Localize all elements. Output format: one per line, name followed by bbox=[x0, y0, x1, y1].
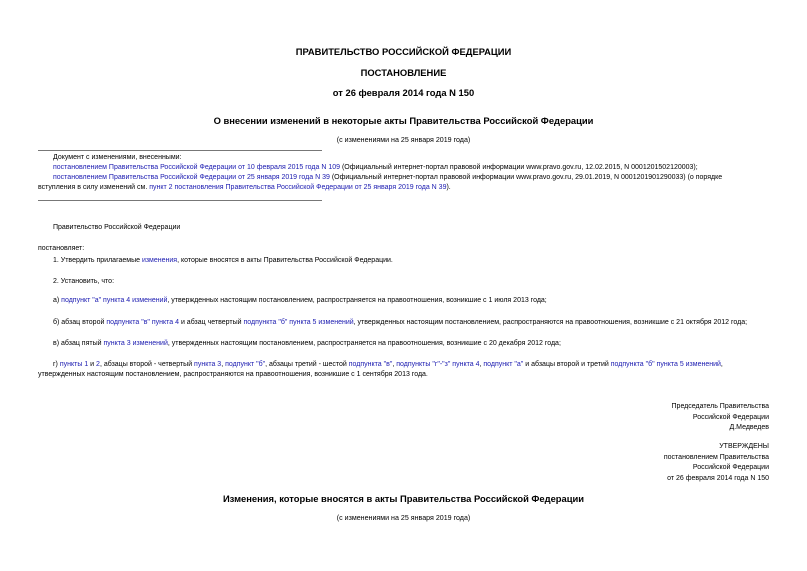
pg-text-b: и bbox=[88, 361, 97, 368]
resolves-line: постановляет: bbox=[38, 245, 85, 252]
pg-link-1[interactable]: пункты 1 bbox=[59, 361, 89, 368]
changes-ref-2-cont bbox=[38, 183, 451, 193]
pg-text-f: , bbox=[392, 361, 397, 368]
ref-1-link[interactable]: постановлением Правительства Российской Федерации от 10 февраля 2015 года N 109 bbox=[53, 164, 340, 171]
signature-country: Российской Федерации bbox=[692, 413, 769, 421]
approval-block bbox=[664, 442, 769, 484]
pa-link[interactable]: подпункт "а" пункта 4 изменений bbox=[61, 297, 168, 304]
changes-intro: Документ с изменениями, внесенными: bbox=[53, 154, 182, 161]
ref-2-end: ). bbox=[446, 184, 451, 191]
pg-text-i: , bbox=[720, 361, 723, 368]
paragraph-a bbox=[53, 296, 547, 306]
ref-1-text: (Официальный интернет-портал правовой информации www.pravo.gov.ru, 12.02.2015, N 0001201502120003); bbox=[340, 164, 698, 171]
signature-name: Д.Медведев bbox=[729, 424, 769, 431]
pv-text-a: в) абзац пятый bbox=[53, 340, 104, 347]
signature-position: Председатель Правительства bbox=[671, 403, 769, 410]
pa-text-a: а) bbox=[53, 297, 62, 304]
government-line: Правительство Российской Федерации bbox=[53, 224, 181, 231]
pv-link[interactable]: пункта 3 изменений bbox=[103, 340, 168, 347]
p1-text-b: , которые вносятся в акты Правительства Российской Федерации. bbox=[177, 257, 393, 264]
ref-2-text: (Официальный интернет-портал правовой информации www.pravo.gov.ru, 29.01.2019, N 0001201901290033) (о порядке bbox=[329, 174, 723, 181]
pb-link-1[interactable]: подпункта "в" пункта 4 bbox=[106, 319, 179, 326]
ref-2-link[interactable]: постановлением Правительства Российской Федерации от 25 января 2019 года N 39 bbox=[53, 174, 330, 181]
pg-link-7[interactable]: подпункт "а" bbox=[483, 361, 524, 368]
paragraph-g bbox=[53, 360, 769, 370]
pg-link-4[interactable]: подпункт "б" bbox=[225, 361, 266, 368]
changes-ref-1 bbox=[53, 163, 698, 173]
pg-text-d: , bbox=[221, 361, 226, 368]
pg-link-5[interactable]: подпункта "в" bbox=[348, 361, 393, 368]
annex-amended-note: (с изменениями на 25 января 2019 года) bbox=[336, 514, 471, 522]
amended-note: (с изменениями на 25 января 2019 года) bbox=[336, 136, 471, 144]
pb-text-b: и абзац четвертый bbox=[179, 319, 244, 326]
p1-text-a: 1. Утвердить прилагаемые bbox=[53, 257, 142, 264]
paragraph-2: 2. Установить, что: bbox=[53, 278, 115, 285]
pa-text-b: , утвержденных настоящим постановлением, распространяется на правоотношения, возникшие с 1 июля 2013 года; bbox=[167, 297, 547, 304]
pv-text-b: , утвержденных настоящим постановлением, распространяется на правоотношения, возникшие с 20 декабря 2012 года; bbox=[167, 340, 561, 347]
date-number-heading: от 26 февраля 2014 года N 150 bbox=[332, 87, 475, 98]
annex-title: Изменения, которые вносятся в акты Правительства Российской Федерации bbox=[222, 493, 585, 504]
paragraph-b bbox=[53, 318, 747, 328]
paragraph-1 bbox=[53, 256, 393, 266]
pb-text-a: б) абзац второй bbox=[53, 319, 107, 326]
pg-link-2[interactable]: 2 bbox=[96, 361, 100, 368]
pg-text-g: , bbox=[479, 361, 484, 368]
changes-bottom-divider bbox=[38, 200, 322, 201]
pg-text-c: , абзацы второй - четвертый bbox=[99, 361, 195, 368]
government-heading: ПРАВИТЕЛЬСТВО РОССИЙСКОЙ ФЕДЕРАЦИИ bbox=[295, 46, 512, 57]
approval-date: от 26 февраля 2014 года N 150 bbox=[667, 474, 769, 482]
document-type-heading: ПОСТАНОВЛЕНИЕ bbox=[360, 67, 447, 78]
signature-block bbox=[672, 402, 769, 434]
changes-ref-2 bbox=[53, 173, 722, 183]
pg-link-6[interactable]: подпункты "г"-"з" пункта 4 bbox=[396, 361, 480, 368]
changes-top-divider bbox=[38, 150, 322, 151]
ref-2-link-2[interactable]: пункт 2 постановления Правительства Российской Федерации от 25 января 2019 года N 39 bbox=[149, 184, 447, 191]
pg-text-a: г) bbox=[53, 361, 60, 368]
pg-text-h: и абзацы второй и третий bbox=[523, 361, 611, 368]
paragraph-g-line-2: утвержденных настоящим постановлением, распространяются на правоотношения, возникшие с 1 сентября 2013 года. bbox=[38, 371, 428, 378]
pg-text-e: , абзацы третий - шестой bbox=[265, 361, 349, 368]
pb-link-2[interactable]: подпункта "б" пункта 5 изменений bbox=[243, 319, 354, 326]
pg-link-8[interactable]: подпункта "б" пункта 5 изменений bbox=[610, 361, 721, 368]
p1-link[interactable]: изменения bbox=[141, 257, 178, 264]
pb-text-c: , утвержденных настоящим постановлением, распространяются на правоотношения, возникшие с 21 октября 2012 года; bbox=[353, 319, 748, 326]
paragraph-v bbox=[53, 339, 561, 349]
pg-link-3[interactable]: пункта 3 bbox=[194, 361, 222, 368]
approval-country: Российской Федерации bbox=[692, 464, 769, 471]
approval-heading: УТВЕРЖДЕНЫ bbox=[719, 443, 769, 450]
approval-by: постановлением Правительства bbox=[663, 453, 769, 461]
document-title: О внесении изменений в некоторые акты Правительства Российской Федерации bbox=[213, 115, 594, 126]
ref-2-cont-text: вступления в силу изменений см. bbox=[38, 184, 150, 191]
